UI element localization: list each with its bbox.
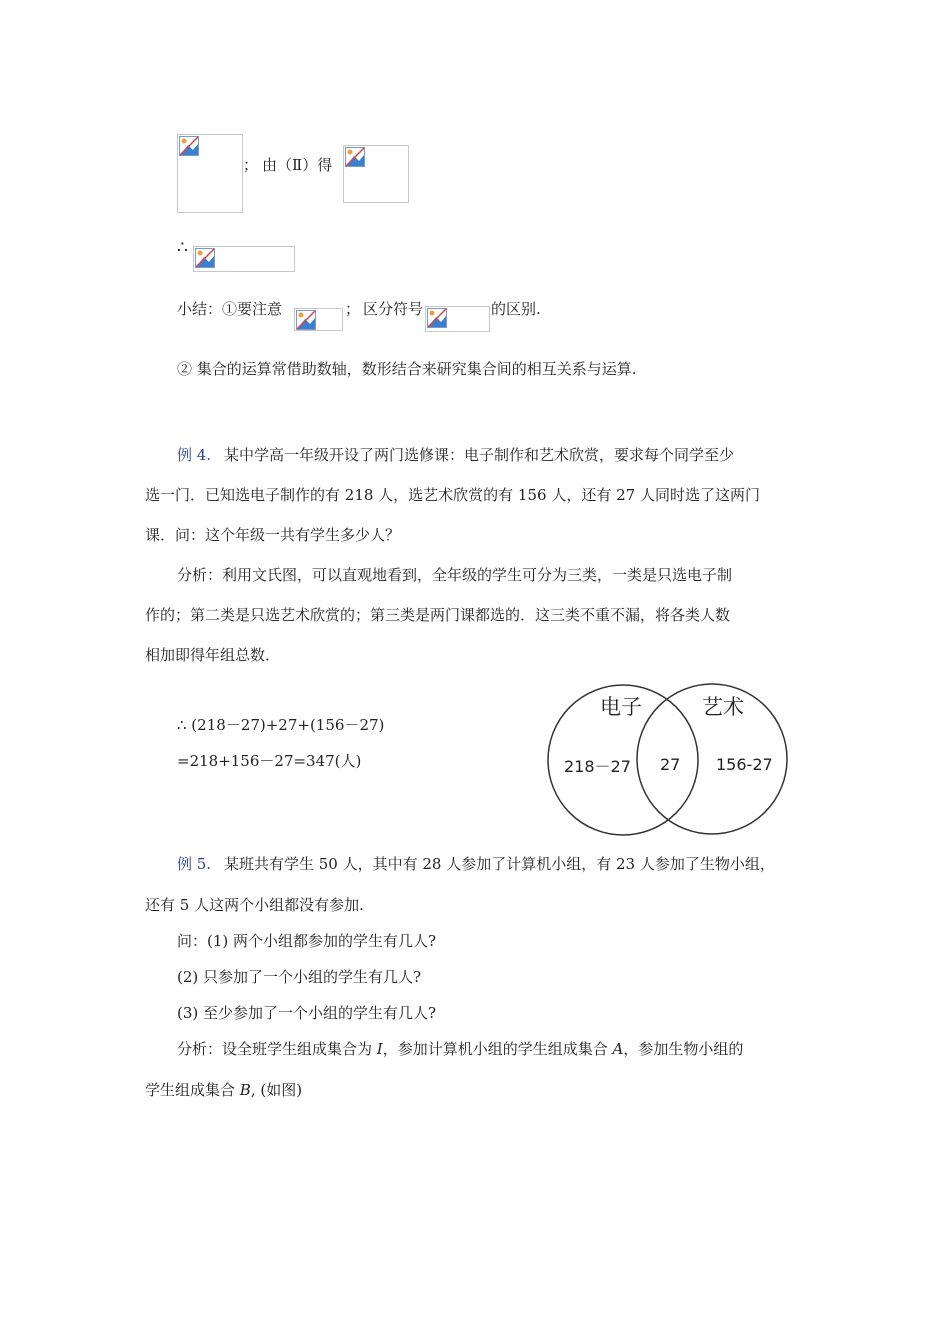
example-5-question2: (2) 只参加了一个小组的学生有几人? bbox=[177, 968, 422, 986]
set-b: B bbox=[239, 1081, 251, 1099]
example-5-analysis bbox=[177, 1039, 743, 1059]
formula-image-2 bbox=[343, 145, 409, 203]
analysis-last-a: 学生组成集合 bbox=[145, 1081, 240, 1099]
example-4-line2: 选一门．已知选电子制作的有 218 人，选艺术欣赏的有 156 人，还有 27 人同时选了这两门 bbox=[145, 486, 760, 504]
example-4-line3: 课．问：这个年级一共有学生多少人？ bbox=[145, 526, 401, 544]
formula-image-1 bbox=[177, 134, 243, 213]
broken-image-icon bbox=[179, 136, 199, 156]
summary-sep: ； bbox=[345, 300, 361, 318]
analysis-text-a: 分析：设全班学生组成集合为 bbox=[177, 1040, 377, 1058]
example-5-question3: (3) 至少参加了一个小组的学生有几人? bbox=[177, 1004, 437, 1022]
analysis-last-b: , (如图) bbox=[250, 1081, 303, 1099]
example-5-label: 例 5. bbox=[177, 855, 212, 873]
line1-text: 由（Ⅱ）得 bbox=[262, 156, 333, 174]
venn-right-value: 156-27 bbox=[716, 755, 773, 774]
venn-center-value: 27 bbox=[660, 755, 681, 774]
example-4-label: 例 4. bbox=[177, 446, 212, 464]
venn-left-label: 电子 bbox=[600, 695, 642, 719]
example-4-analysis1: 分析：利用文氏图，可以直观地看到，全年级的学生可分为三类，一类是只选电子制 bbox=[177, 566, 733, 584]
venn-diagram bbox=[540, 675, 800, 840]
analysis-text-c: ，参加生物小组的 bbox=[623, 1040, 744, 1058]
example-4-calc1: ∴ (218－27)+27+(156－27) bbox=[177, 716, 385, 734]
set-a: A bbox=[612, 1040, 624, 1058]
broken-image-icon bbox=[427, 308, 447, 328]
example-4-analysis2: 作的；第二类是只选艺术欣赏的；第三类是两门课都选的．这三类不重不漏，将各类人数 bbox=[145, 606, 731, 624]
example-5-question1: 问：(1) 两个小组都参加的学生有几人? bbox=[177, 932, 437, 950]
venn-left-value: 218－27 bbox=[564, 757, 631, 776]
example-4-analysis3: 相加即得年组总数． bbox=[145, 646, 281, 664]
separator-1: ； bbox=[243, 156, 259, 174]
summary-suffix: 的区别. bbox=[491, 300, 541, 318]
analysis-text-b: ，参加计算机小组的学生组成集合 bbox=[382, 1040, 613, 1058]
example-5-line2: 还有 5 人这两个小组都没有参加. bbox=[145, 896, 364, 914]
formula-image-3 bbox=[193, 246, 295, 272]
note-2: ② 集合的运算常借助数轴，数形结合来研究集合间的相互关系与运算. bbox=[177, 360, 637, 378]
example-4-calc2: =218+156－27=347(人) bbox=[177, 752, 362, 770]
example-5-analysis-last bbox=[145, 1080, 302, 1100]
broken-image-icon bbox=[296, 310, 316, 330]
example-4-line1: 某中学高一年级开设了两门选修课：电子制作和艺术欣赏，要求每个同学至少 bbox=[224, 446, 735, 464]
formula-image-4 bbox=[294, 308, 343, 331]
broken-image-icon bbox=[345, 147, 365, 167]
therefore-symbol: ∴ bbox=[177, 238, 188, 258]
formula-image-5 bbox=[425, 306, 490, 332]
broken-image-icon bbox=[195, 248, 215, 268]
summary-middle: 区分符号 bbox=[363, 300, 424, 318]
set-i: I bbox=[376, 1040, 383, 1058]
example-5-line1: 某班共有学生 50 人，其中有 28 人参加了计算机小组，有 23 人参加了生物小组， bbox=[224, 855, 775, 873]
venn-right-label: 艺术 bbox=[702, 695, 744, 719]
summary-prefix: 小结：①要注意 bbox=[177, 300, 283, 318]
